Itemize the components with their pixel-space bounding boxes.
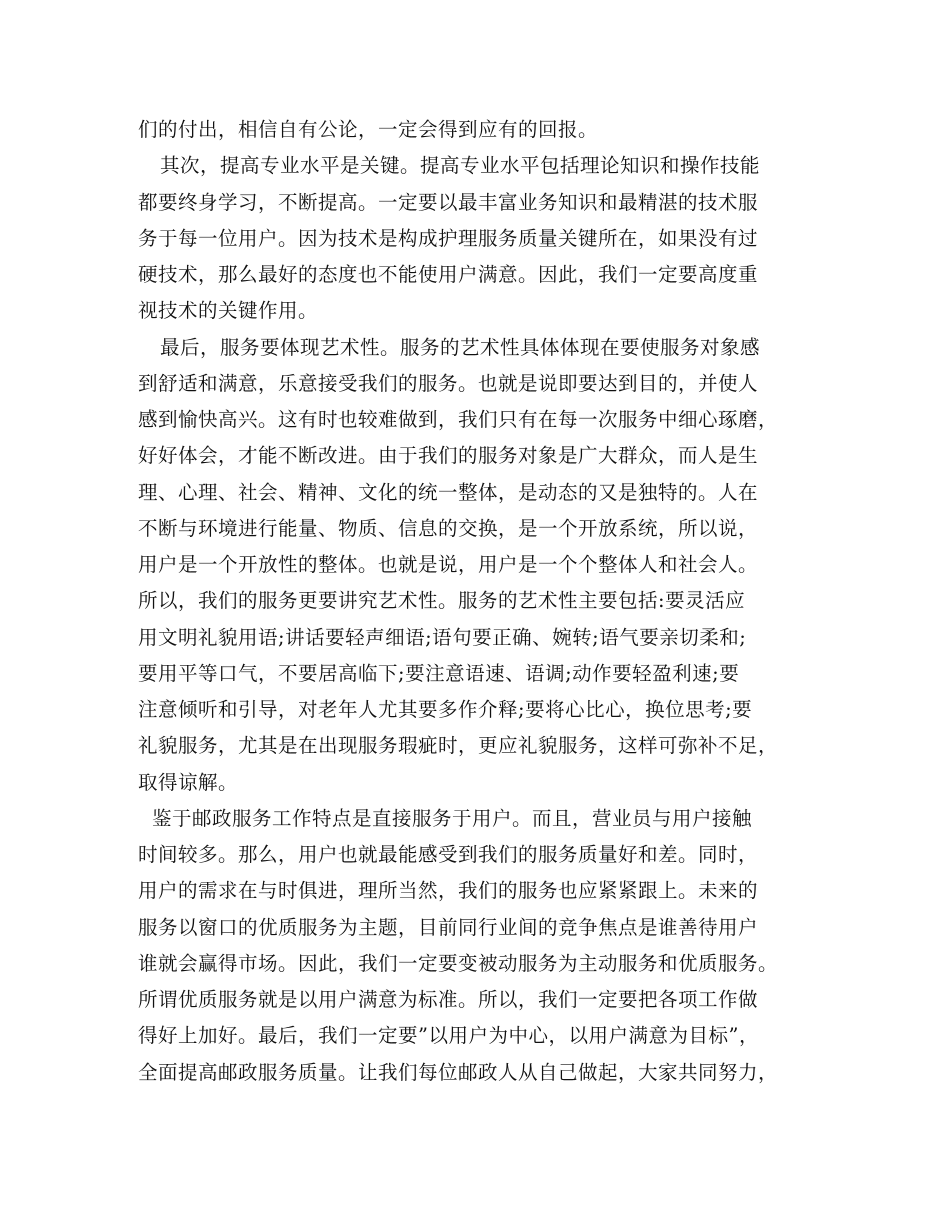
- text-line: 所谓优质服务就是以用户满意为标准。所以，我们一定要把各项工作做: [138, 988, 759, 1011]
- text-line: 视技术的关键作用。: [138, 299, 319, 323]
- text-line: 到舒适和满意，乐意接受我们的服务。也就是说即要达到目的，并使人: [138, 371, 759, 395]
- text-line: 好好体会，才能不断改进。由于我们的服务对象是广大群众，而人是生: [138, 444, 759, 468]
- text-line: 用文明礼貌用语;讲话要轻声细语;语句要正确、婉转;语气要亲切柔和;: [138, 625, 747, 649]
- text-line: 最后，服务要体现艺术性。服务的艺术性具体体现在要使服务对象感: [160, 335, 761, 359]
- text-line: 硬技术，那么最好的态度也不能使用户满意。因此，我们一定要高度重: [138, 263, 759, 286]
- text-line: 鉴于邮政服务工作特点是直接服务于用户。而且，营业员与用户接触: [152, 806, 753, 830]
- text-line: 要用平等口气，不要居高临下;要注意语速、语调;动作要轻盈利速;要: [138, 661, 740, 685]
- text-line: 注意倾听和引导，对老年人尤其要多作介释;要将心比心，换位思考;要: [138, 698, 753, 721]
- text-line: 礼貌服务，尤其是在出现服务瑕疵时，更应礼貌服务，这样可弥补不足，: [138, 734, 779, 758]
- text-line: 服务以窗口的优质服务为主题，目前同行业间的竞争焦点是谁善待用户: [138, 915, 759, 939]
- text-line: 理、心理、社会、精神、文化的统一整体，是动态的又是独特的。人在: [138, 480, 759, 504]
- document-body: [138, 112, 818, 1091]
- text-line: 全面提高邮政服务质量。让我们每位邮政人从自己做起，大家共同努力，: [138, 1060, 779, 1084]
- text-line: 不断与环境进行能量、物质、信息的交换，是一个开放系统，所以说，: [138, 516, 759, 540]
- text-line: 感到愉快高兴。这有时也较难做到，我们只有在每一次服务中细心琢磨，: [138, 408, 779, 431]
- text-line: 用户是一个开放性的整体。也就是说，用户是一个个整体人和社会人。: [138, 553, 759, 576]
- text-line: 都要终身学习，不断提高。一定要以最丰富业务知识和最精湛的技术服: [138, 190, 759, 214]
- text-line: 所以，我们的服务更要讲究艺术性。服务的艺术性主要包括:要灵活应: [138, 589, 746, 613]
- text-line: 其次，提高专业水平是关键。提高专业水平包括理论知识和操作技能: [160, 154, 761, 178]
- text-line: 得好上加好。最后，我们一定要”以用户为中心，以用户满意为目标”，: [138, 1024, 759, 1048]
- text-line: 们的付出，相信自有公论，一定会得到应有的回报。: [138, 118, 599, 141]
- text-line: 务于每一位用户。因为技术是构成护理服务质量关键所在，如果没有过: [138, 226, 759, 250]
- text-line: 用户的需求在与时俱进，理所当然，我们的服务也应紧紧跟上。未来的: [138, 879, 759, 903]
- text-line: 谁就会赢得市场。因此，我们一定要变被动服务为主动服务和优质服务。: [138, 951, 779, 975]
- text-line: 取得谅解。: [138, 770, 239, 794]
- text-line: 时间较多。那么，用户也就最能感受到我们的服务质量好和差。同时，: [138, 843, 759, 866]
